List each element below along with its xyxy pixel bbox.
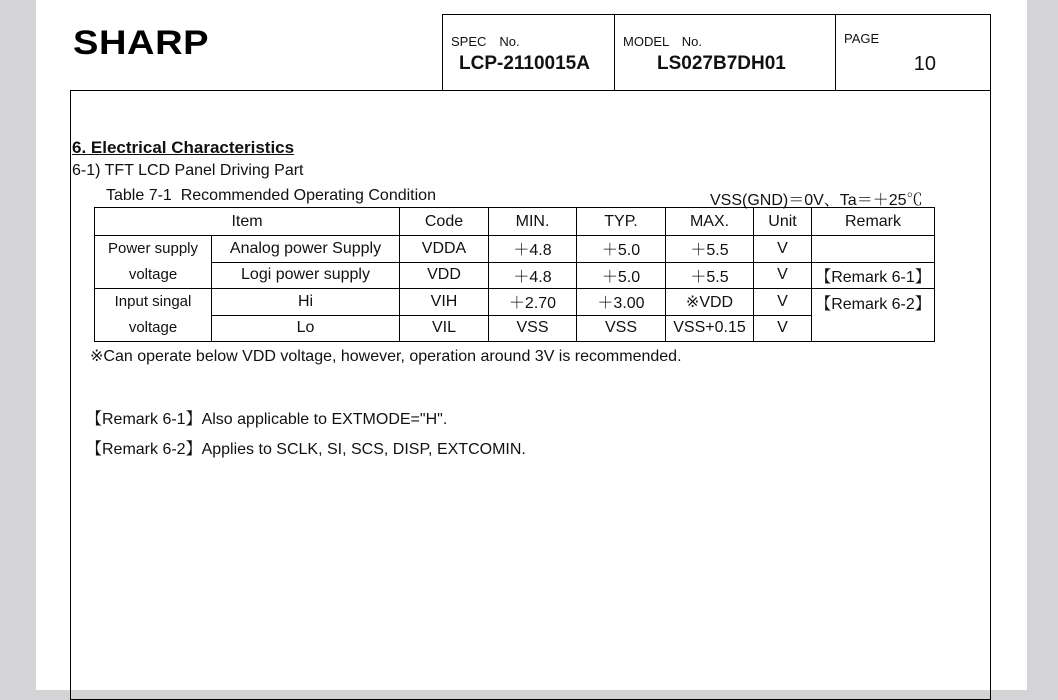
content-frame [70,90,991,700]
header-typ: TYP. [577,208,666,236]
remark-cell [812,236,935,263]
section-title: 6. Electrical Characteristics [72,138,295,157]
code-cell: VDD [400,262,489,289]
unit-cell: V [754,315,812,342]
code-cell: VIH [400,289,489,316]
item-cell: Lo [212,315,400,342]
unit-cell: V [754,262,812,289]
remark-6-2: 【Remark 6-2】Applies to SCLK, SI, SCS, DISP, EXTCOMIN. [86,441,526,458]
model-number-box [614,14,835,90]
max-cell: ※VDD [666,289,754,316]
table-header-row [95,208,935,236]
header-item: Item [95,208,400,236]
remark-cell: 【Remark 6-1】 [812,262,935,289]
header-max: MAX. [666,208,754,236]
document-page [36,0,1027,690]
header-min: MIN. [489,208,577,236]
unit-cell: V [754,236,812,263]
typ-cell: VSS [577,315,666,342]
section-subtitle: 6-1) TFT LCD Panel Driving Part [72,162,304,179]
typ-cell: ＋3.00 [577,289,666,316]
test-condition: VSS(GND)＝0V、Ta＝＋25℃ [710,192,923,209]
table-row [95,289,935,316]
input-signal-group-line1: Input singal [95,289,212,316]
header-code: Code [400,208,489,236]
item-cell: Hi [212,289,400,316]
item-cell: Logi power supply [212,262,400,289]
remark-cell: 【Remark 6-2】 [812,289,935,316]
spec-value: LCP-2110015A [459,53,590,74]
remark-cell [812,315,935,342]
page-label: PAGE [844,31,880,46]
remark-6-1: 【Remark 6-1】Also applicable to EXTMODE="H". [86,411,448,428]
table-row [95,262,935,289]
page-value: 10 [913,53,936,75]
input-signal-group-line2: voltage [95,315,212,342]
voltage-note: ※Can operate below VDD voltage, however, operation around 3V is recommended. [90,348,682,365]
max-cell: ＋5.5 [666,262,754,289]
min-cell: VSS [489,315,577,342]
min-cell: ＋4.8 [489,262,577,289]
table-row [95,315,935,342]
spec-number-box [442,14,614,90]
model-label: MODEL No. [623,34,702,49]
page-number-box [835,14,991,90]
sharp-logo: SHARP [73,24,210,62]
typ-cell: ＋5.0 [577,262,666,289]
operating-condition-table [94,207,935,342]
power-supply-group-line2: voltage [95,262,212,289]
code-cell: VDDA [400,236,489,263]
code-cell: VIL [400,315,489,342]
header-unit: Unit [754,208,812,236]
unit-cell: V [754,289,812,316]
power-supply-group-line1: Power supply [95,236,212,263]
min-cell: ＋4.8 [489,236,577,263]
model-value: LS027B7DH01 [657,53,786,74]
item-cell: Analog power Supply [212,236,400,263]
max-cell: ＋5.5 [666,236,754,263]
typ-cell: ＋5.0 [577,236,666,263]
min-cell: ＋2.70 [489,289,577,316]
table-row [95,236,935,263]
max-cell: VSS+0.15 [666,315,754,342]
spec-label: SPEC No. [451,34,520,49]
table-title: Table 7-1 Recommended Operating Condition [106,187,436,204]
header-remark: Remark [812,208,935,236]
